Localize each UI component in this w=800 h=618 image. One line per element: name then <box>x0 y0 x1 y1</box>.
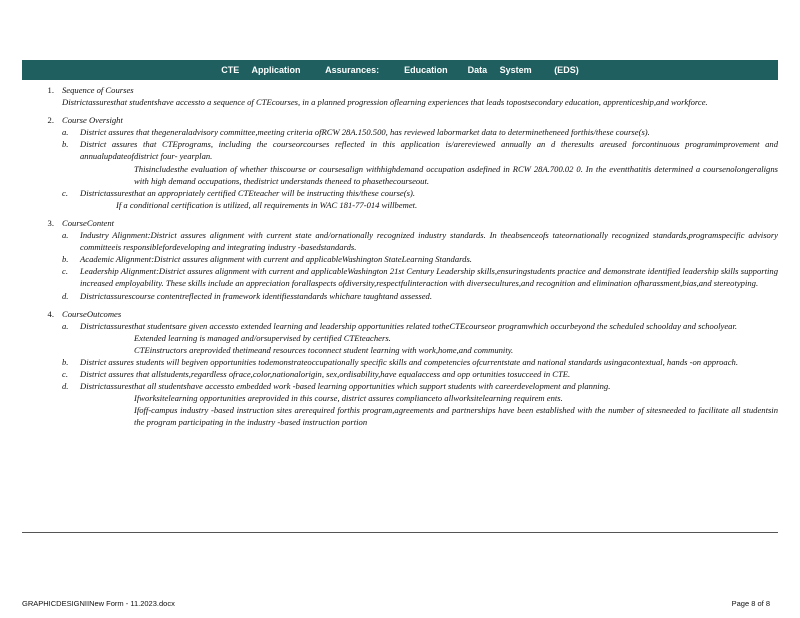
item-letter: c. <box>62 187 68 198</box>
bullet-item <box>116 332 778 344</box>
bullet-item <box>116 392 778 404</box>
item-letter: c. <box>62 266 68 277</box>
item-letter: c. <box>62 369 68 380</box>
section-heading <box>22 84 778 96</box>
section-heading <box>22 217 778 229</box>
item-text: District assures students will begiven opportunities todemonstrateoccupationally specific skills and competencies ofcurrentstate and national standards usingacontextual, hands -on approach. <box>80 356 738 367</box>
section-title: Sequence of Courses <box>62 85 134 95</box>
bullet-icon <box>116 163 134 187</box>
item-text: District assures that allstudents,regardless ofrace,color,nationalorigin, sex,ordisability,have equalaccess and opp ortunities tosucceed in CTE. <box>80 369 571 380</box>
section-3 <box>22 217 778 302</box>
item-text: Districtassuresthat an appropriately certified CTEteacher will be instructing this/these course(s). <box>80 187 415 198</box>
list-item <box>62 290 778 302</box>
section-title: Course Oversight <box>62 115 123 126</box>
item-letter: a. <box>62 230 69 241</box>
bullet-icon <box>98 199 116 211</box>
item-text: Academic Alignment:District assures alignment with current and applicableWashington StateLearning Standards. <box>80 254 472 265</box>
section-heading <box>22 114 778 126</box>
item-letter: a. <box>62 127 69 138</box>
item-text: Leadership Alignment:District assures alignment with current and applicableWashington 21st Century Leadership skills,ensuringstudents practice and demonstrate identified leadership skills supporting increased employability. These skills include an appreciation forallaspects ofdiversity,respectfulinteraction with diversecultures,and recognition and elimination ofharassment,bias,and stereotyping. <box>80 266 778 289</box>
section-4 <box>22 308 778 429</box>
section-title: CourseOutcomes <box>62 308 122 319</box>
item-text: District assures that thegeneraladvisory committee,meeting criteria ofRCW 28A.150.500, has reviewed labormarket data to determinetheneed forthis/these course(s). <box>80 127 650 138</box>
bottom-divider <box>22 532 778 533</box>
assurances-content <box>22 84 778 435</box>
section-heading <box>22 308 778 320</box>
list-item <box>62 265 778 289</box>
section-2 <box>22 114 778 211</box>
list-item <box>62 126 778 138</box>
item-letter: b. <box>62 254 69 265</box>
list-item <box>62 320 778 332</box>
section-number: 4. <box>47 308 54 319</box>
item-text: Districtassuresthat all studentshave accessto embedded work -based learning opportunities which support students with careerdevelopment and planning. <box>80 381 611 392</box>
bullet-item <box>98 199 778 211</box>
bullet-icon <box>116 392 134 404</box>
form-header-bar: CTE Application Assurances: Education Data System (EDS) <box>22 60 778 80</box>
item-letter: d. <box>62 381 69 392</box>
list-item <box>62 229 778 253</box>
section-title: CourseContent <box>62 217 115 228</box>
bullet-text: Ifworksitelearning opportunities areprovided in this course, district assures complianceto allworksitelearning requirem ents. <box>134 393 563 404</box>
section-1 <box>22 84 778 108</box>
list-item <box>62 368 778 380</box>
list-item <box>62 138 778 162</box>
item-text: Districtassuresthat studentsare given accessto extended learning and leadership opportunities related totheCTEcourseor programwhich occurbeyond the scheduled schoolday and schoolyear. <box>80 320 738 331</box>
item-text: Districtassurescourse contentreflected in framework identifiesstandards whichare taughtand assessed. <box>80 290 432 301</box>
bullet-text: Extended learning is managed and/orsupervised by certified CTEteachers. <box>134 332 391 343</box>
bullet-icon <box>116 344 134 356</box>
bullet-item <box>116 344 778 356</box>
item-text: Industry Alignment:District assures alignment with current state and/ornationally recognized industry standards. In theabsenceofs tateornationally recognized standards,programspecific advisory committeeis responsiblefordeveloping and integrating industry -basedstandards. <box>80 230 778 253</box>
bullet-text: If a conditional certification is utilized, all requirements in WAC 181-77-014 willbemet. <box>116 199 418 210</box>
bullet-item <box>116 163 778 187</box>
footer-page-number: Page 8 of 8 <box>731 599 770 608</box>
item-letter: d. <box>62 290 69 301</box>
section-number: 2. <box>47 115 54 126</box>
item-letter: b. <box>62 356 69 367</box>
section-body: Districtassuresthat studentshave accessto a sequence of CTEcourses, in a planned progression oflearning experiences that leads topostsecondary education, apprenticeship,and workforce. <box>62 97 708 108</box>
list-item <box>62 380 778 392</box>
list-item <box>62 253 778 265</box>
list-item <box>62 187 778 199</box>
footer-filename: GRAPHICDESIGNIINew Form - 11.2023.docx <box>22 599 175 608</box>
bullet-text: Ifoff-campus industry -based instruction sites arerequired forthis program,agreements and partnerships have been established with the number of sitesneeded to facilitate all studentsin the program participating in the industry -based instruction portion <box>134 405 778 428</box>
section-number: 1. <box>47 85 54 95</box>
bullet-icon <box>116 404 134 428</box>
bullet-item <box>116 404 778 428</box>
bullet-text: CTEinstructors areprovided thetimeand resources toconnect student learning with work,home,and community. <box>134 344 514 355</box>
list-item <box>62 356 778 368</box>
item-text: District assures that CTEprograms, including the courseorcourses reflected in this application is/arereviewed annually an d theresults areused forcontinuous programimprovement and annualupdateofdistrict four- yearplan. <box>80 139 778 162</box>
item-letter: b. <box>62 139 69 150</box>
item-letter: a. <box>62 320 69 331</box>
bullet-icon <box>116 332 134 344</box>
bullet-text: Thisincludesthe evaluation of whether thiscourse or coursesalign withhighdemand occupation asdefined in RCW 28A.700.02 0. In the eventthatitis determined a coursenolongeraligns with high demand occupations, thedistrict understands theneed to phasethecourseout. <box>134 163 778 186</box>
section-number: 3. <box>47 217 54 228</box>
